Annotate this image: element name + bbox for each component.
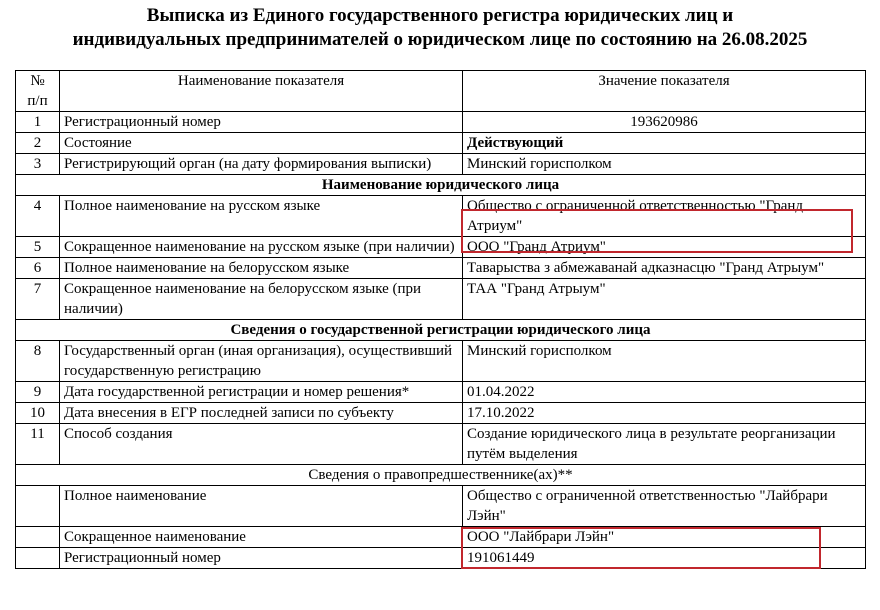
table-row — [16, 424, 866, 465]
table-row — [16, 527, 866, 548]
row-value: ООО "Гранд Атриум" — [463, 237, 866, 258]
table-row — [16, 382, 866, 403]
row-num: 9 — [16, 382, 60, 403]
table-row — [16, 258, 866, 279]
title-line-1: Выписка из Единого государственного регистра юридических лиц и — [146, 5, 734, 26]
table-row — [16, 196, 866, 237]
section-row-registration — [16, 320, 866, 341]
row-num — [16, 486, 60, 527]
row-value: ТАА "Гранд Атрыум" — [463, 279, 866, 320]
row-num: 8 — [16, 341, 60, 382]
table-row — [16, 279, 866, 320]
header-name: Наименование показателя — [60, 71, 463, 112]
row-num: 3 — [16, 154, 60, 175]
table-row — [16, 341, 866, 382]
table-row — [16, 133, 866, 154]
register-extract-table — [15, 70, 866, 569]
section-title: Сведения о государственной регистрации юридического лица — [16, 320, 866, 341]
row-name: Государственный орган (иная организация), осуществивший государственную регистрацию — [60, 341, 463, 382]
row-num: 5 — [16, 237, 60, 258]
row-num: 11 — [16, 424, 60, 465]
header-num — [16, 71, 60, 112]
row-name: Способ создания — [60, 424, 463, 465]
section-row-naming — [16, 175, 866, 196]
row-value: 193620986 — [463, 112, 866, 133]
row-num: 1 — [16, 112, 60, 133]
row-num: 6 — [16, 258, 60, 279]
row-name: Сокращенное наименование на белорусском языке (при наличии) — [60, 279, 463, 320]
row-name: Дата государственной регистрации и номер решения* — [60, 382, 463, 403]
section-title: Сведения о правопредшественнике(ах)** — [16, 465, 866, 486]
row-name: Состояние — [60, 133, 463, 154]
row-name: Сокращенное наименование на русском языке (при наличии) — [60, 237, 463, 258]
row-value: ООО "Лайбрари Лэйн" — [463, 527, 866, 548]
table-row — [16, 112, 866, 133]
row-value: Создание юридического лица в результате реорганизации путём выделения — [463, 424, 866, 465]
row-value: Общество с ограниченной ответственностью "Гранд Атриум" — [463, 196, 866, 237]
row-num — [16, 527, 60, 548]
row-name: Регистрационный номер — [60, 112, 463, 133]
section-row-predecessor — [16, 465, 866, 486]
row-name: Регистрационный номер — [60, 548, 463, 569]
section-title: Наименование юридического лица — [16, 175, 866, 196]
table-row — [16, 486, 866, 527]
row-num — [16, 548, 60, 569]
row-name: Дата внесения в ЕГР последней записи по субъекту — [60, 403, 463, 424]
row-value: Действующий — [463, 133, 866, 154]
row-value: 01.04.2022 — [463, 382, 866, 403]
document-title — [0, 4, 880, 52]
title-line-2: индивидуальных предпринимателей о юридическом лице по состоянию на 26.08.2025 — [72, 29, 808, 50]
header-num-line-2: п/п — [27, 93, 48, 109]
table-row — [16, 237, 866, 258]
table-row — [16, 154, 866, 175]
row-num: 10 — [16, 403, 60, 424]
row-value: Таварыства з абмежаванай адказнасцю "Гранд Атрыум" — [463, 258, 866, 279]
row-value: Минский горисполком — [463, 341, 866, 382]
row-value: 17.10.2022 — [463, 403, 866, 424]
table-row — [16, 403, 866, 424]
row-name: Сокращенное наименование — [60, 527, 463, 548]
row-value: Минский горисполком — [463, 154, 866, 175]
table-row — [16, 548, 866, 569]
row-name: Регистрирующий орган (на дату формирования выписки) — [60, 154, 463, 175]
row-name: Полное наименование — [60, 486, 463, 527]
row-num: 7 — [16, 279, 60, 320]
header-value: Значение показателя — [463, 71, 866, 112]
row-name: Полное наименование на русском языке — [60, 196, 463, 237]
row-value: 191061449 — [463, 548, 866, 569]
header-num-line-1: № — [30, 73, 45, 89]
row-name: Полное наименование на белорусском языке — [60, 258, 463, 279]
row-value: Общество с ограниченной ответственностью "Лайбрари Лэйн" — [463, 486, 866, 527]
table-header-row — [16, 71, 866, 112]
row-num: 2 — [16, 133, 60, 154]
row-num: 4 — [16, 196, 60, 237]
